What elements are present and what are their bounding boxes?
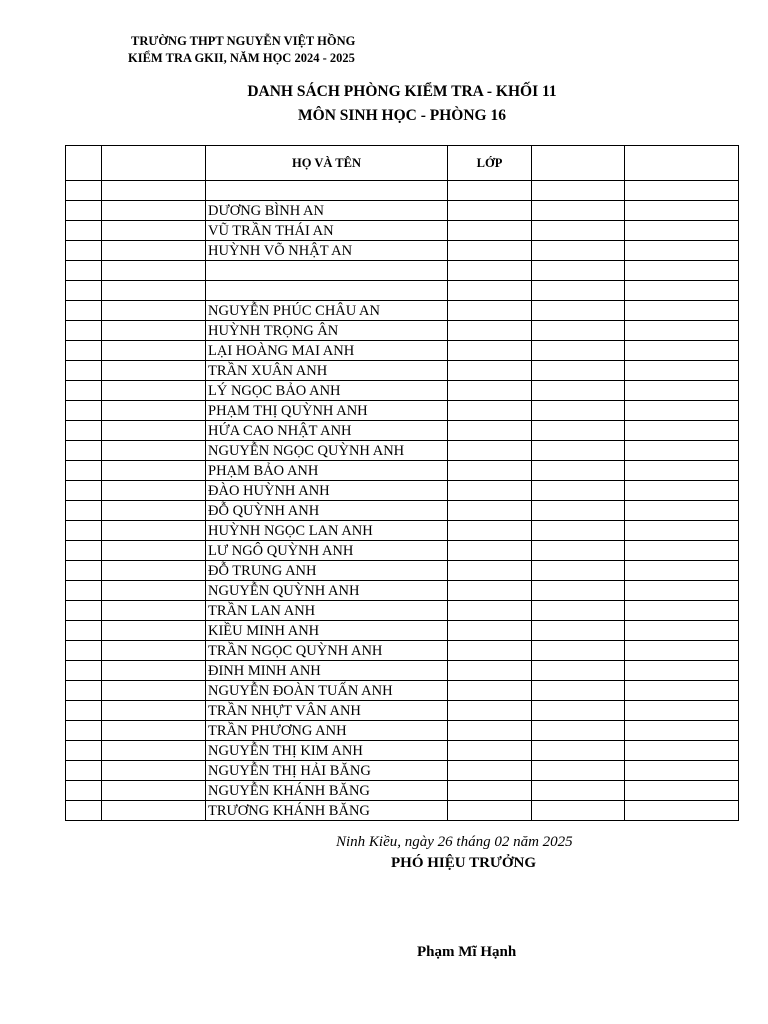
empty-cell — [66, 361, 102, 381]
empty-cell — [532, 441, 625, 461]
empty-cell — [625, 461, 739, 481]
student-name-cell: TRẦN XUÂN ANH — [206, 361, 448, 381]
empty-cell — [448, 481, 532, 501]
student-name-cell: TRẦN PHƯƠNG ANH — [206, 721, 448, 741]
empty-cell — [102, 721, 206, 741]
student-name-cell: PHẠM BẢO ANH — [206, 461, 448, 481]
empty-cell — [625, 541, 739, 561]
empty-cell — [102, 741, 206, 761]
student-name-cell: VŨ TRẦN THÁI AN — [206, 221, 448, 241]
empty-cell — [102, 281, 206, 301]
empty-cell — [448, 441, 532, 461]
empty-cell — [66, 561, 102, 581]
empty-cell — [66, 701, 102, 721]
student-name-cell: KIỀU MINH ANH — [206, 621, 448, 641]
student-name-cell: HUỲNH TRỌNG ÂN — [206, 321, 448, 341]
table-row — [66, 641, 739, 661]
empty-cell — [625, 341, 739, 361]
student-name-cell: TRƯƠNG KHÁNH BĂNG — [206, 801, 448, 821]
empty-cell — [448, 181, 532, 201]
empty-cell — [66, 441, 102, 461]
empty-cell — [448, 721, 532, 741]
student-name-cell: TRẦN LAN ANH — [206, 601, 448, 621]
table-row — [66, 521, 739, 541]
empty-cell — [532, 321, 625, 341]
table-row — [66, 461, 739, 481]
student-name-cell — [206, 181, 448, 201]
empty-cell — [66, 621, 102, 641]
document-subtitle: MÔN SINH HỌC - PHÒNG 16 — [298, 107, 506, 124]
empty-cell — [532, 601, 625, 621]
empty-cell — [66, 721, 102, 741]
empty-cell — [448, 601, 532, 621]
empty-cell — [532, 181, 625, 201]
empty-cell — [448, 521, 532, 541]
empty-cell — [102, 481, 206, 501]
student-name-cell: LÝ NGỌC BẢO ANH — [206, 381, 448, 401]
empty-cell — [625, 641, 739, 661]
empty-cell — [532, 501, 625, 521]
student-name-cell: DƯƠNG BÌNH AN — [206, 201, 448, 221]
empty-cell — [625, 261, 739, 281]
student-name-cell: TRẦN NHỰT VÂN ANH — [206, 701, 448, 721]
student-name-cell: PHẠM THỊ QUỲNH ANH — [206, 401, 448, 421]
empty-cell — [625, 701, 739, 721]
table-row — [66, 681, 739, 701]
empty-cell — [66, 321, 102, 341]
empty-cell — [66, 201, 102, 221]
table-row — [66, 481, 739, 501]
empty-cell — [66, 381, 102, 401]
empty-cell — [625, 561, 739, 581]
empty-cell — [66, 801, 102, 821]
empty-cell — [625, 201, 739, 221]
empty-cell — [102, 181, 206, 201]
empty-cell — [532, 721, 625, 741]
empty-cell — [448, 561, 532, 581]
student-name-cell: NGUYỄN ĐOÀN TUẤN ANH — [206, 681, 448, 701]
empty-cell — [66, 601, 102, 621]
empty-cell — [66, 401, 102, 421]
empty-cell — [448, 781, 532, 801]
empty-cell — [102, 421, 206, 441]
empty-cell — [66, 661, 102, 681]
empty-cell — [532, 581, 625, 601]
empty-cell — [448, 401, 532, 421]
table-row — [66, 581, 739, 601]
empty-cell — [532, 521, 625, 541]
table-row — [66, 721, 739, 741]
signing-date: Ninh Kiều, ngày 26 tháng 02 năm 2025 — [336, 834, 573, 850]
table-row — [66, 441, 739, 461]
empty-cell — [625, 801, 739, 821]
empty-cell — [625, 361, 739, 381]
empty-cell — [102, 221, 206, 241]
empty-cell — [448, 241, 532, 261]
empty-cell — [102, 761, 206, 781]
student-roster-table — [65, 145, 739, 821]
empty-cell — [66, 181, 102, 201]
empty-cell — [66, 261, 102, 281]
student-name-cell — [206, 281, 448, 301]
empty-cell — [102, 681, 206, 701]
empty-cell — [625, 721, 739, 741]
empty-cell — [448, 701, 532, 721]
empty-cell — [532, 421, 625, 441]
table-row — [66, 261, 739, 281]
empty-cell — [532, 561, 625, 581]
table-row — [66, 221, 739, 241]
table-row — [66, 201, 739, 221]
empty-cell — [448, 801, 532, 821]
empty-cell — [102, 661, 206, 681]
empty-cell — [532, 281, 625, 301]
table-row — [66, 281, 739, 301]
empty-cell — [532, 661, 625, 681]
empty-cell — [625, 221, 739, 241]
empty-cell — [66, 341, 102, 361]
empty-cell — [66, 481, 102, 501]
empty-cell — [448, 321, 532, 341]
table-row — [66, 541, 739, 561]
empty-cell — [625, 241, 739, 261]
table-row — [66, 761, 739, 781]
empty-cell — [66, 741, 102, 761]
table-row — [66, 321, 739, 341]
empty-cell — [532, 221, 625, 241]
school-name: TRƯỜNG THPT NGUYỄN VIỆT HỒNG — [131, 34, 356, 48]
header-cell-1 — [66, 146, 102, 181]
empty-cell — [102, 781, 206, 801]
empty-cell — [532, 641, 625, 661]
table-row — [66, 421, 739, 441]
empty-cell — [66, 521, 102, 541]
empty-cell — [102, 641, 206, 661]
empty-cell — [448, 501, 532, 521]
empty-cell — [625, 401, 739, 421]
empty-cell — [102, 521, 206, 541]
empty-cell — [102, 441, 206, 461]
table-row — [66, 241, 739, 261]
empty-cell — [532, 741, 625, 761]
empty-cell — [102, 701, 206, 721]
empty-cell — [66, 461, 102, 481]
student-name-cell: LƯ NGÔ QUỲNH ANH — [206, 541, 448, 561]
empty-cell — [66, 781, 102, 801]
empty-cell — [532, 261, 625, 281]
table-header-row — [66, 146, 739, 181]
empty-cell — [532, 761, 625, 781]
table-row — [66, 301, 739, 321]
empty-cell — [625, 181, 739, 201]
table-row — [66, 801, 739, 821]
student-name-cell: NGUYỄN THỊ KIM ANH — [206, 741, 448, 761]
empty-cell — [625, 781, 739, 801]
student-name-cell: NGUYỄN QUỲNH ANH — [206, 581, 448, 601]
empty-cell — [532, 681, 625, 701]
empty-cell — [66, 421, 102, 441]
empty-cell — [102, 601, 206, 621]
empty-cell — [532, 481, 625, 501]
empty-cell — [102, 401, 206, 421]
empty-cell — [102, 241, 206, 261]
student-name-cell — [206, 261, 448, 281]
empty-cell — [625, 321, 739, 341]
empty-cell — [625, 661, 739, 681]
empty-cell — [102, 261, 206, 281]
empty-cell — [448, 541, 532, 561]
empty-cell — [448, 621, 532, 641]
empty-cell — [625, 501, 739, 521]
empty-cell — [102, 361, 206, 381]
empty-cell — [102, 581, 206, 601]
student-name-cell: TRẦN NGỌC QUỲNH ANH — [206, 641, 448, 661]
empty-cell — [448, 661, 532, 681]
empty-cell — [66, 241, 102, 261]
empty-cell — [448, 281, 532, 301]
empty-cell — [102, 321, 206, 341]
empty-cell — [532, 781, 625, 801]
empty-cell — [532, 401, 625, 421]
document-title: DANH SÁCH PHÒNG KIỂM TRA - KHỐI 11 — [247, 83, 557, 100]
empty-cell — [66, 681, 102, 701]
header-class: LỚP — [448, 146, 532, 181]
empty-cell — [66, 221, 102, 241]
student-name-cell: ĐỖ TRUNG ANH — [206, 561, 448, 581]
empty-cell — [448, 761, 532, 781]
empty-cell — [532, 541, 625, 561]
signer-name: Phạm Mĩ Hạnh — [417, 944, 517, 960]
empty-cell — [448, 261, 532, 281]
empty-cell — [448, 301, 532, 321]
empty-cell — [532, 201, 625, 221]
empty-cell — [625, 761, 739, 781]
table-row — [66, 781, 739, 801]
header-cell-2 — [102, 146, 206, 181]
empty-cell — [102, 541, 206, 561]
header-cell-6 — [625, 146, 739, 181]
empty-cell — [66, 761, 102, 781]
empty-cell — [625, 521, 739, 541]
empty-cell — [625, 481, 739, 501]
empty-cell — [448, 641, 532, 661]
student-name-cell: ĐỖ QUỲNH ANH — [206, 501, 448, 521]
empty-cell — [532, 341, 625, 361]
student-name-cell: NGUYỄN KHÁNH BĂNG — [206, 781, 448, 801]
student-name-cell: HUỲNH NGỌC LAN ANH — [206, 521, 448, 541]
empty-cell — [625, 301, 739, 321]
empty-cell — [532, 801, 625, 821]
empty-cell — [532, 301, 625, 321]
table-row — [66, 501, 739, 521]
empty-cell — [102, 561, 206, 581]
empty-cell — [532, 461, 625, 481]
empty-cell — [625, 581, 739, 601]
table-row — [66, 561, 739, 581]
empty-cell — [625, 681, 739, 701]
signer-role: PHÓ HIỆU TRƯỞNG — [391, 855, 537, 871]
empty-cell — [625, 381, 739, 401]
empty-cell — [448, 581, 532, 601]
empty-cell — [102, 501, 206, 521]
empty-cell — [448, 741, 532, 761]
empty-cell — [448, 341, 532, 361]
table-row — [66, 401, 739, 421]
empty-cell — [66, 281, 102, 301]
table-row — [66, 361, 739, 381]
empty-cell — [66, 501, 102, 521]
empty-cell — [448, 421, 532, 441]
empty-cell — [102, 341, 206, 361]
student-name-cell: LẠI HOÀNG MAI ANH — [206, 341, 448, 361]
student-name-cell: NGUYỄN NGỌC QUỲNH ANH — [206, 441, 448, 461]
empty-cell — [102, 381, 206, 401]
empty-cell — [532, 241, 625, 261]
empty-cell — [102, 461, 206, 481]
empty-cell — [448, 461, 532, 481]
empty-cell — [66, 301, 102, 321]
empty-cell — [532, 361, 625, 381]
roster-body — [66, 146, 739, 821]
exam-title: KIỂM TRA GKII, NĂM HỌC 2024 - 2025 — [128, 51, 355, 65]
student-name-cell: HUỲNH VÕ NHẬT AN — [206, 241, 448, 261]
empty-cell — [448, 381, 532, 401]
empty-cell — [66, 581, 102, 601]
empty-cell — [625, 281, 739, 301]
table-row — [66, 621, 739, 641]
table-row — [66, 341, 739, 361]
empty-cell — [448, 681, 532, 701]
empty-cell — [625, 441, 739, 461]
student-name-cell: HỨA CAO NHẬT ANH — [206, 421, 448, 441]
table-row — [66, 601, 739, 621]
empty-cell — [625, 621, 739, 641]
empty-cell — [625, 601, 739, 621]
empty-cell — [448, 201, 532, 221]
table-row — [66, 741, 739, 761]
empty-cell — [66, 641, 102, 661]
empty-cell — [448, 221, 532, 241]
table-row — [66, 661, 739, 681]
empty-cell — [625, 741, 739, 761]
empty-cell — [102, 301, 206, 321]
empty-cell — [532, 701, 625, 721]
empty-cell — [448, 361, 532, 381]
empty-cell — [532, 381, 625, 401]
empty-cell — [102, 201, 206, 221]
empty-cell — [625, 421, 739, 441]
student-name-cell: NGUYỄN THỊ HẢI BĂNG — [206, 761, 448, 781]
empty-cell — [102, 801, 206, 821]
student-name-cell: ĐINH MINH ANH — [206, 661, 448, 681]
table-row — [66, 701, 739, 721]
empty-cell — [102, 621, 206, 641]
student-name-cell: ĐÀO HUỲNH ANH — [206, 481, 448, 501]
empty-cell — [66, 541, 102, 561]
header-name: HỌ VÀ TÊN — [206, 146, 448, 181]
table-row — [66, 381, 739, 401]
header-cell-5 — [532, 146, 625, 181]
table-row — [66, 181, 739, 201]
student-name-cell: NGUYỄN PHÚC CHÂU AN — [206, 301, 448, 321]
empty-cell — [532, 621, 625, 641]
